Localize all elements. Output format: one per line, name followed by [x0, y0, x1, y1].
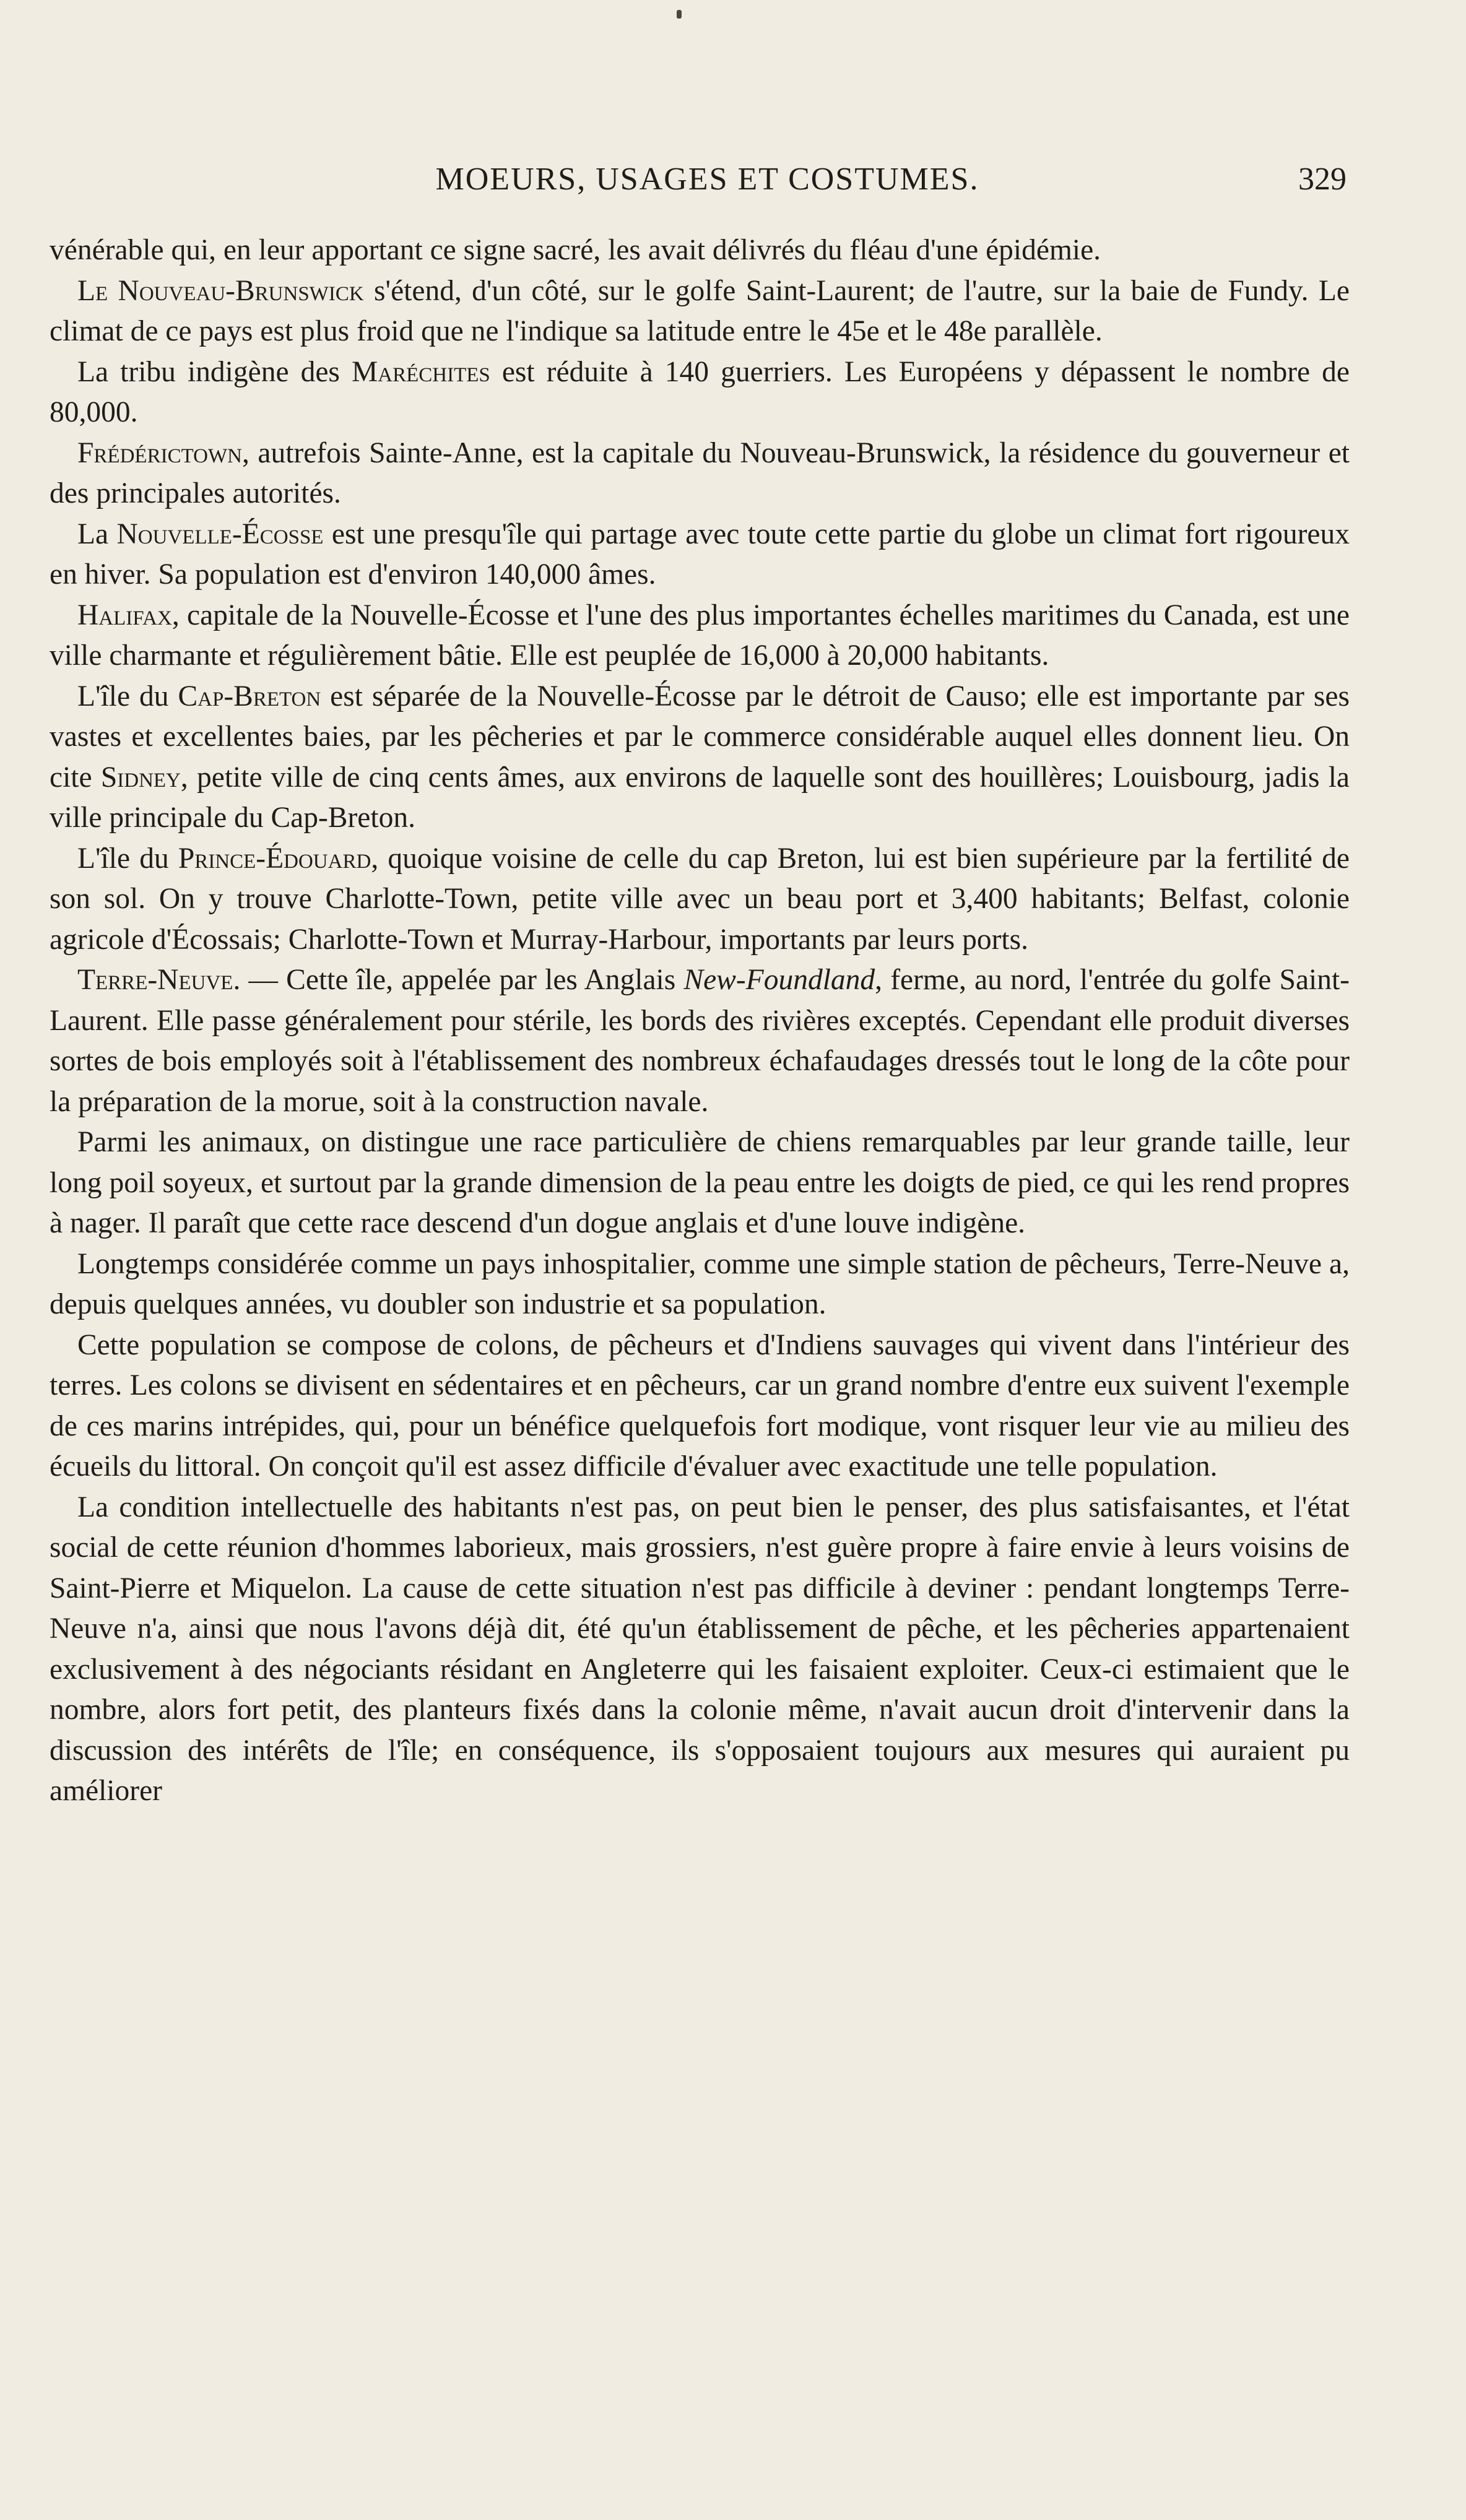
running-title: MOEURS, USAGES ET COSTUMES.	[435, 162, 979, 197]
paragraph-text: La	[77, 517, 117, 550]
place-name: Terre-Neuve.	[77, 964, 241, 996]
paragraph-fredericktown	[50, 433, 1350, 514]
place-name: Le Nouveau-Brunswick	[77, 274, 364, 307]
paragraph-halifax	[50, 595, 1350, 677]
print-mark	[677, 10, 682, 19]
paragraph-text: , ferme, au nord, l'entrée du golfe Saint-Laurent. Elle passe généralement pour stérile, les bords des rivières exceptés. Cependant elle produit diverses sortes de bois employés soit à l'établissement des nombreux échafaudages dressés tout le long de la côte pour la préparation de la morue, soit à la construction navale.	[50, 964, 1350, 1118]
paragraph-prince-edouard	[50, 839, 1350, 961]
paragraph-terre-neuve	[50, 960, 1350, 1122]
paragraph-text: est une presqu'île qui partage avec toute cette partie du globe un climat fort rigoureux en hiver. Sa population est d'environ 140,000 âmes.	[50, 517, 1350, 591]
paragraph-text: La tribu indigène des	[77, 355, 352, 388]
paragraph-cap-breton	[50, 677, 1350, 839]
paragraph-text: s'étend, d'un côté, sur le golfe Saint-Laurent; de l'autre, sur la baie de Fundy. Le climat de ce pays est plus froid que ne l'indique sa latitude entre le 45e et le 48e parallèle.	[50, 274, 1350, 347]
paragraph	[50, 230, 1350, 271]
paragraph	[50, 1487, 1350, 1812]
place-name: Cap-Breton	[178, 680, 321, 712]
paragraph-text: vénérable qui, en leur apportant ce signe sacré, les avait délivrés du fléau d'une épidémie.	[50, 234, 1101, 266]
body-text	[50, 230, 1350, 1812]
italic-name: New-Foundland	[683, 964, 875, 996]
paragraph-text: L'île du	[77, 842, 178, 875]
paragraph	[50, 1122, 1350, 1244]
paragraph-nouvelle-ecosse	[50, 514, 1350, 595]
paragraph	[50, 1325, 1350, 1487]
paragraph-text: , capitale de la Nouvelle-Écosse et l'une des plus importantes échelles maritimes du Canada, est une ville charmante et régulièrement bâtie. Elle est peuplée de 16,000 à 20,000 habitants.	[50, 599, 1350, 672]
paragraph-text: , quoique voisine de celle du cap Breton, lui est bien supérieure par la fertilité de son sol. On y trouve Charlotte-Town, petite ville avec un beau port et 3,400 habitants; Belfast, colonie agricole d'Écossais; Charlotte-Town et Murray-Harbour, importants par leurs ports.	[50, 842, 1350, 956]
paragraph-text: est séparée de la Nouvelle-Écosse par le détroit de Causo; elle est importante par ses vastes et excellentes baies, par les pêcheries et par le commerce considérable auquel elles donnent lieu. On cite	[50, 680, 1350, 794]
paragraph-text: L'île du	[77, 680, 178, 712]
place-name: Sidney	[100, 761, 181, 794]
paragraph-text: Parmi les animaux, on distingue une race particulière de chiens remarquables par leur grande taille, leur long poil soyeux, et surtout par la grande dimension de la peau entre les doigts de pied, ce qui les rend propres à nager. Il paraît que cette race descend d'un dogue anglais et d'une louve indigène.	[50, 1126, 1350, 1239]
place-name: Frédérictown	[77, 436, 242, 469]
paragraph	[50, 1244, 1350, 1325]
page-number: 329	[1298, 162, 1347, 197]
paragraph-text: , petite ville de cinq cents âmes, aux environs de laquelle sont des houillères; Louisbourg, jadis la ville principale du Cap-Breton.	[50, 761, 1350, 834]
paragraph-text: Cette population se compose de colons, de pêcheurs et d'Indiens sauvages qui vivent dans l'intérieur des terres. Les colons se divisent en sédentaires et en pêcheurs, car un grand nombre d'entre eux suivent l'exemple de ces marins intrépides, qui, pour un bénéfice quelquefois fort modique, vont risquer leur vie au milieu des écueils du littoral. On conçoit qu'il est assez difficile d'évaluer avec exactitude une telle population.	[50, 1328, 1350, 1483]
paragraph-text: — Cette île, appelée par les Anglais	[240, 964, 684, 996]
paragraph-nouveau-brunswick	[50, 271, 1350, 352]
paragraph-marechites	[50, 352, 1350, 433]
paragraph-text: La condition intellectuelle des habitants n'est pas, on peut bien le penser, des plus satisfaisantes, et l'état social de cette réunion d'hommes laborieux, mais grossiers, n'est guère propre à faire envie à leurs voisins de Saint-Pierre et Miquelon. La cause de cette situation n'est pas difficile à deviner : pendant longtemps Terre-Neuve n'a, ainsi que nous l'avons déjà dit, été qu'un établissement de pêche, et les pêcheries appartenaient exclusivement à des négociants résidant en Angleterre qui les faisaient exploiter. Ceux-ci estimaient que le nombre, alors fort petit, des planteurs fixés dans la colonie même, n'avait aucun droit d'intervenir dans la discussion des intérêts de l'île; en conséquence, ils s'opposaient toujours aux mesures qui auraient pu améliorer	[50, 1491, 1350, 1807]
place-name: Prince-Édouard	[178, 842, 371, 875]
place-name: Halifax	[77, 599, 172, 631]
paragraph-text: Longtemps considérée comme un pays inhospitalier, comme une simple station de pêcheurs, Terre-Neuve a, depuis quelques années, vu doubler son industrie et sa population.	[50, 1247, 1350, 1320]
paragraph-text: , autrefois Sainte-Anne, est la capitale du Nouveau-Brunswick, la résidence du gouverneur et des principales autorités.	[50, 436, 1350, 509]
place-name: Nouvelle-Écosse	[116, 517, 324, 550]
place-name: Maréchites	[352, 355, 490, 388]
paragraph-text: est réduite à 140 guerriers. Les Européens y dépassent le nombre de 80,000.	[50, 355, 1350, 428]
running-header	[68, 158, 1347, 201]
